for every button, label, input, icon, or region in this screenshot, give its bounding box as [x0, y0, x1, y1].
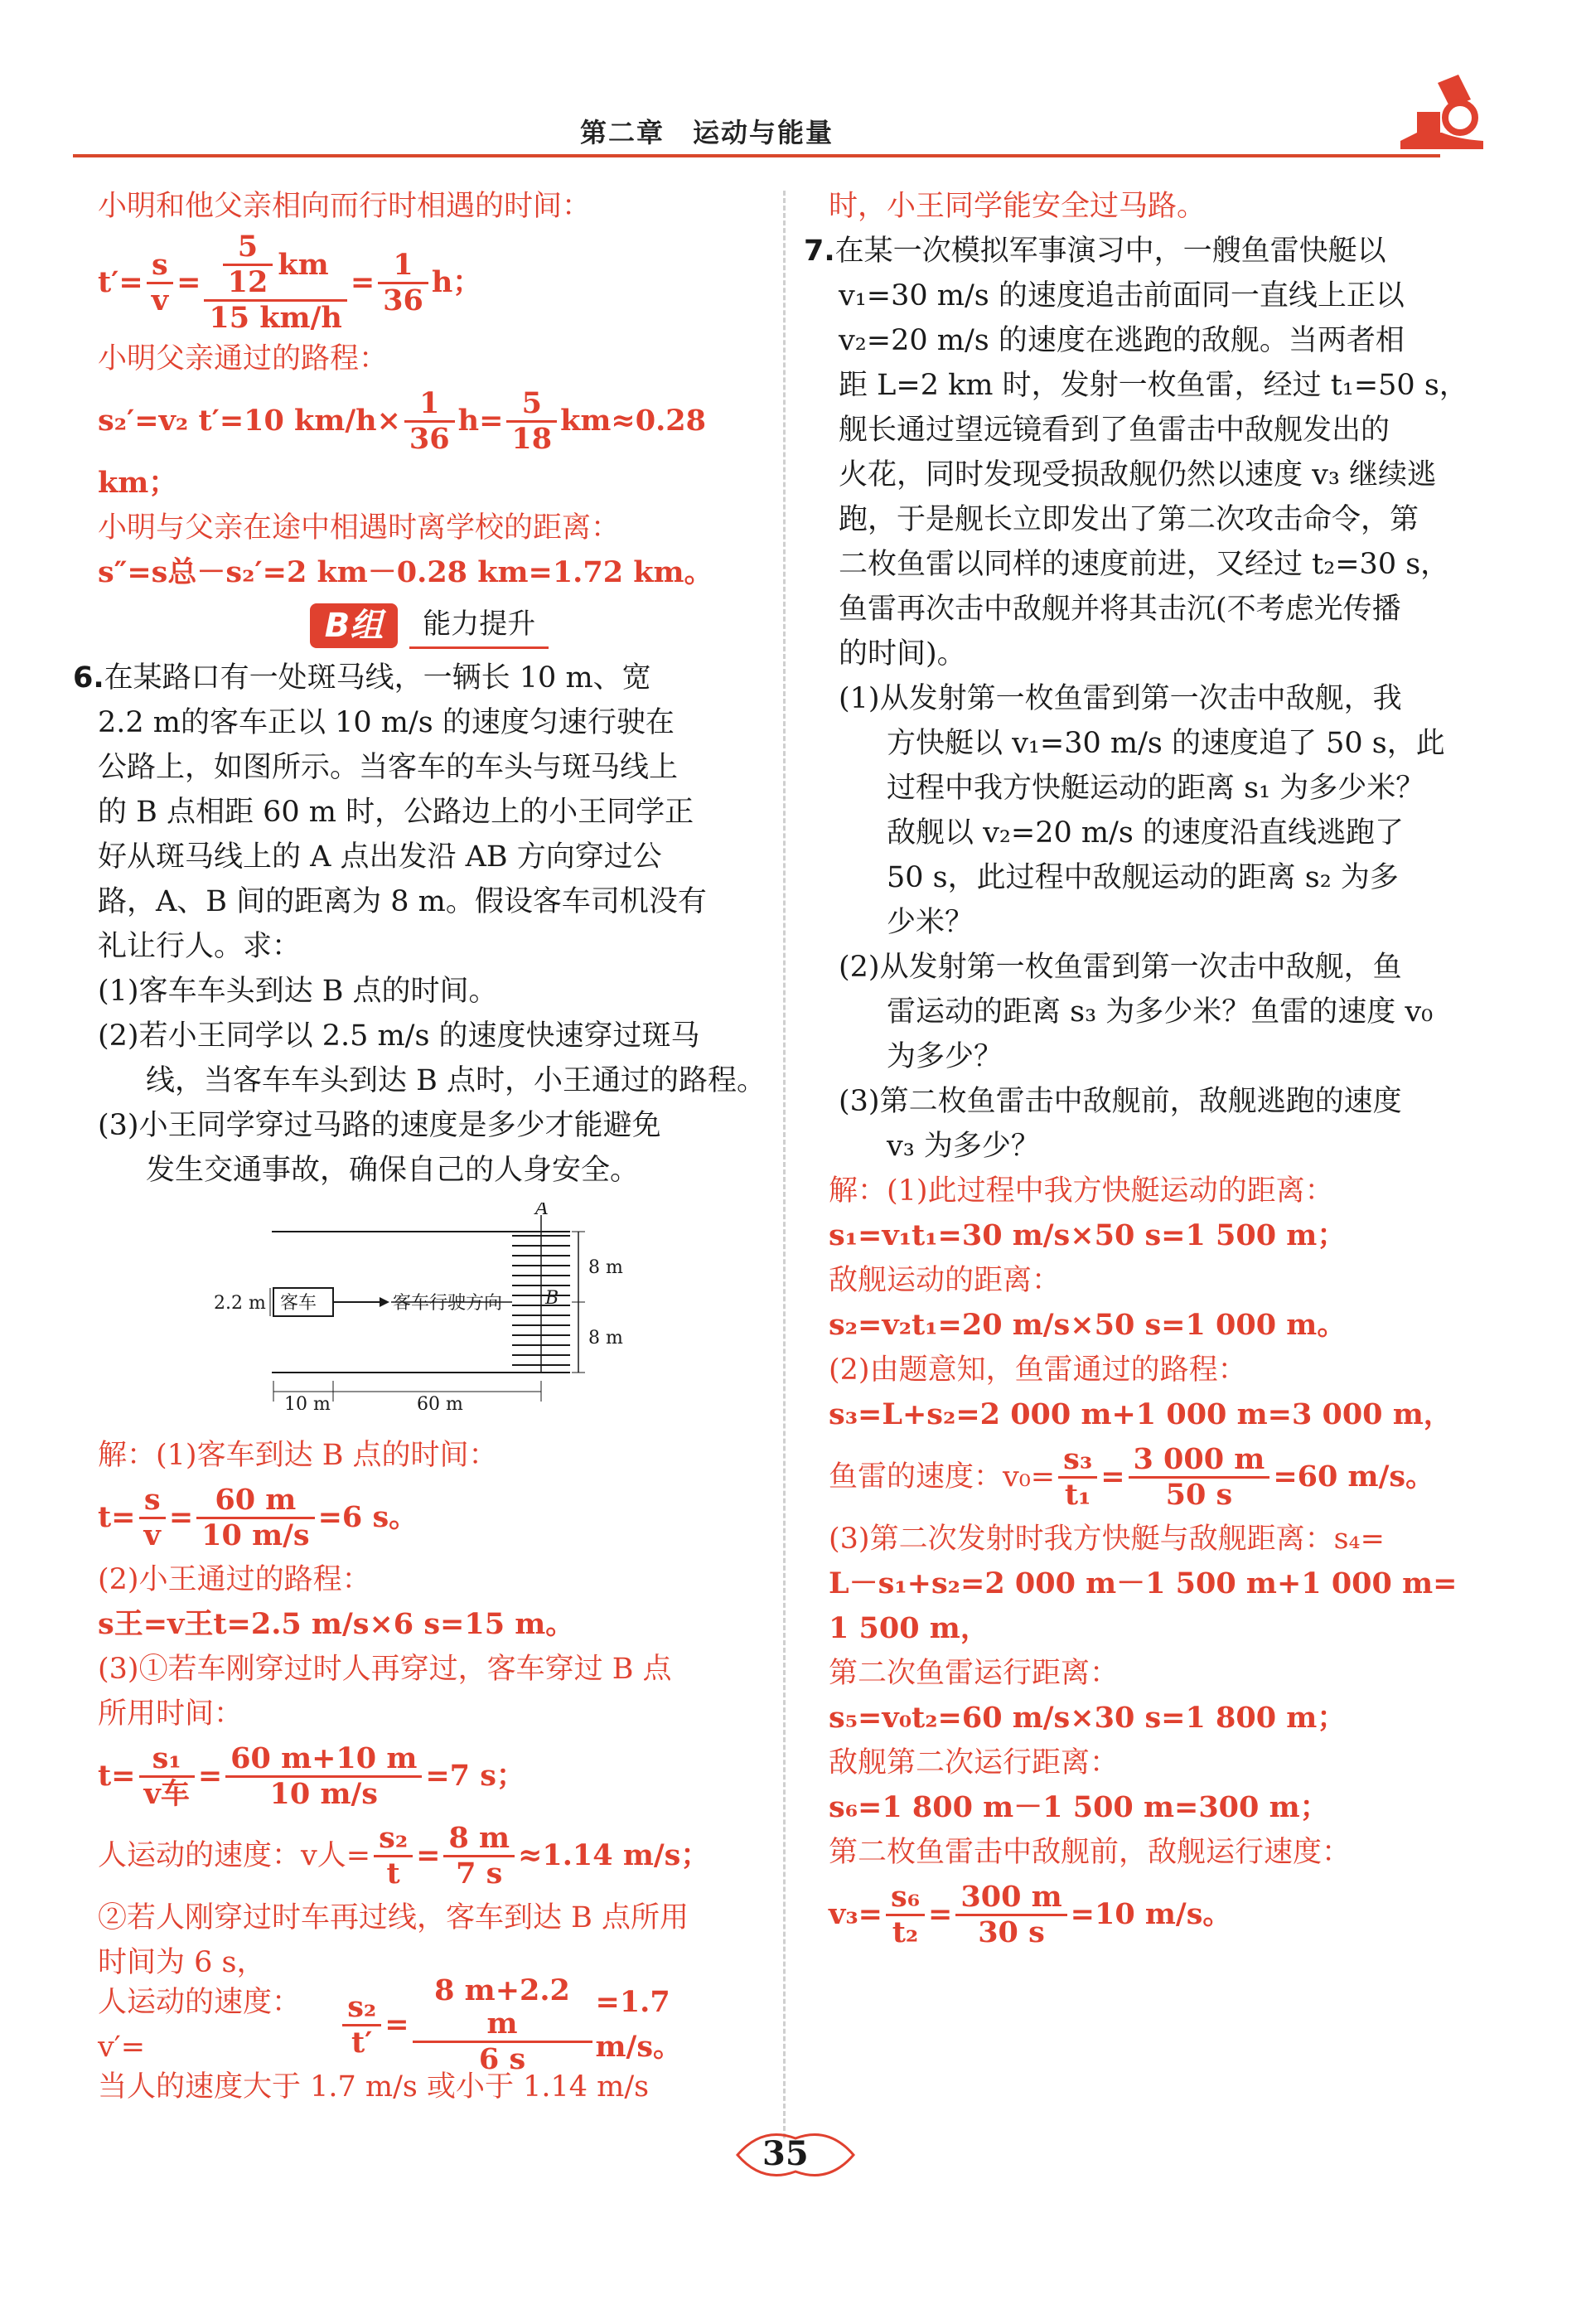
denominator: 36: [383, 283, 423, 317]
numerator: s: [139, 1484, 166, 1519]
formula-lhs: 鱼雷的速度：v₀=: [829, 1460, 1056, 1494]
solution-line: 当人的速度大于 1.7 m/s 或小于 1.14 m/s: [98, 2070, 650, 2104]
text-line: 小明父亲通过的路程：: [98, 342, 389, 375]
text-line: 鱼雷再次击中敌舰并将其击沉(不考虑光传播: [839, 593, 1401, 626]
denominator: t₁: [1064, 1477, 1091, 1512]
group-title: 能力提升: [409, 602, 549, 649]
inner-fraction: [223, 230, 273, 299]
fraction: [374, 1822, 413, 1891]
text-line: s″=s总－s₂′=2 km－0.28 km=1.72 km。: [98, 555, 713, 589]
text-line: 火花，同时发现受损敌舰仍然以速度 v₃ 继续逃: [839, 458, 1437, 491]
text-line: 距 L=2 km 时，发射一枚鱼雷，经过 t₁=50 s，: [839, 369, 1468, 402]
crosswalk-diagram: [214, 1203, 777, 1410]
denominator: v: [151, 283, 169, 317]
label-b: B: [545, 1288, 559, 1309]
label-10m: 10 m: [284, 1394, 331, 1410]
numerator: 5: [223, 230, 273, 266]
denominator: 50 s: [1165, 1477, 1233, 1512]
fraction: [506, 387, 557, 456]
denominator: 12: [227, 265, 268, 299]
sub-question: (3)第二枚鱼雷击中敌舰前，敌舰逃跑的速度: [839, 1085, 1402, 1118]
formula-tail: km≈0.28: [560, 404, 706, 438]
fraction: [378, 249, 428, 317]
text-line: 公路上，如图所示。当客车的车头与斑马线上: [98, 751, 679, 784]
text-line: 跑，于是舰长立即发出了第二次攻击命令，第: [839, 503, 1419, 536]
solution-line: (3)第二次发射时我方快艇与敌舰距离：s₄=: [829, 1523, 1385, 1556]
fraction: [413, 1974, 592, 2076]
fraction: [147, 249, 173, 317]
formula-mid: h=: [457, 404, 504, 438]
text-line: 舰长通过望远镜看到了鱼雷击中敌舰发出的: [839, 414, 1390, 447]
unit: h；: [431, 265, 482, 299]
solution-line: ②若人刚穿过时车再过线，客车到达 B 点所用: [98, 1901, 689, 1934]
text-line: 二枚鱼雷以同样的速度前进，又经过 t₂=30 s，: [839, 548, 1450, 581]
denominator: 10 m/s: [269, 1776, 378, 1811]
text-line: 路，A、B 间的距离为 8 m。假设客车司机没有: [98, 885, 707, 918]
text-line: km；: [98, 466, 178, 500]
solution-line: s₁=v₁t₁=30 m/s×50 s=1 500 m；: [829, 1218, 1347, 1252]
text-line: 的 B 点相距 60 m 时，公路边上的小王同学正: [98, 796, 694, 829]
label-8m-top: 8 m: [588, 1257, 623, 1278]
denominator: 10 m/s: [201, 1518, 310, 1552]
label-a: A: [535, 1203, 549, 1219]
solution-line: 1 500 m，: [829, 1611, 989, 1645]
text-line: 的时间)。: [839, 637, 966, 671]
sub-question: 雷运动的距离 s₃ 为多少米？鱼雷的速度 v₀: [887, 995, 1434, 1029]
label-60m: 60 m: [417, 1394, 463, 1410]
column-divider: [783, 191, 786, 2138]
microscope-logo-icon: [1392, 66, 1492, 157]
solution-line: 第二次鱼雷运行距离：: [829, 1657, 1120, 1690]
formula-tail: ≈1.14 m/s；: [518, 1838, 710, 1872]
sub-question: (3)小王同学穿过马路的速度是多少才能避免: [98, 1109, 661, 1142]
fraction: [443, 1822, 515, 1891]
left-column: [73, 184, 766, 2109]
formula-lhs: s₂′=v₂ t′=10 km/h×: [98, 404, 401, 438]
formula-tail: =6 s。: [317, 1500, 418, 1534]
solution-line: 所用时间：: [98, 1697, 244, 1731]
numerator: 8 m+2.2 m: [413, 1974, 592, 2043]
solution-line: s₆=1 800 m－1 500 m=300 m；: [829, 1790, 1329, 1824]
denominator: 6 s: [478, 2041, 526, 2076]
sub-question: (1)从发射第一枚鱼雷到第一次击中敌舰，我: [839, 682, 1402, 715]
denominator: t₂: [892, 1915, 919, 1949]
formula-tail: =10 m/s。: [1070, 1897, 1232, 1931]
question-6: [73, 656, 766, 1193]
fraction: [1058, 1443, 1097, 1512]
fraction: [204, 230, 346, 335]
solution-line: 敌舰第二次运行距离：: [829, 1746, 1120, 1779]
formula: 鱼雷的速度：v₀= $\frac{\text{s₃}}{\text{t₁}}$ = $\frac{3 000 m}{50 s}$ =60 m/s。: [829, 1441, 1435, 1512]
formula-tail: =1.7 m/s。: [595, 1985, 683, 2064]
solution-line: 解：(1)客车到达 B 点的时间：: [98, 1439, 498, 1472]
sub-question: 为多少？: [887, 1040, 1003, 1073]
text-line: v₁=30 m/s 的速度追击前面同一直线上正以: [839, 279, 1405, 312]
label-direction: 客车行驶方向: [393, 1293, 503, 1314]
formula: 人运动的速度：v人= $\frac{\text{s₂}}{t}$ = $\frac{8 m}{7 s}$ ≈1.14 m/s；: [98, 1820, 710, 1891]
formula-lhs: t=: [98, 1759, 136, 1793]
formula: v₃= $\frac{\text{s₆}}{\text{t₂}}$ = $\frac{300 m}{30 s}$ =10 m/s。: [829, 1879, 1232, 1949]
fraction: [139, 1742, 195, 1811]
numerator: 300 m: [955, 1881, 1066, 1916]
denominator: v车: [143, 1776, 190, 1811]
numerator: 5: [506, 387, 557, 423]
label-width: 2.2 m: [214, 1293, 266, 1314]
fraction: [955, 1881, 1066, 1949]
formula-lhs: t=: [98, 1500, 136, 1534]
sub-question: 敌舰以 v₂=20 m/s 的速度沿直线逃跑了: [887, 816, 1404, 850]
formula-t-prime: t′= $\frac{s}{v}$ = $\frac{5}{12}$ km 15 km/h = $\frac{1}{36}$ h；: [98, 230, 482, 335]
solution-line: 时，小王同学能安全过马路。: [829, 190, 1207, 223]
formula-tail: =60 m/s。: [1273, 1460, 1435, 1494]
sub-question: 50 s，此过程中敌舰运动的距离 s₂ 为多: [887, 861, 1399, 894]
text-line: 在某一次模拟军事演习中，一艘鱼雷快艇以: [834, 235, 1386, 268]
formula: t= $\frac{\text{s₁}}{\text{v车}}$ = $\frac{60 m+10 m}{10 m/s}$ =7 s；: [98, 1741, 525, 1811]
solution-line: 第二枚鱼雷击中敌舰前，敌舰运行速度：: [829, 1836, 1352, 1869]
numerator: 60 m: [196, 1484, 314, 1519]
numerator: s₃: [1058, 1443, 1097, 1479]
text-line: 礼让行人。求：: [98, 930, 302, 963]
chapter-header: 第二章 运动与能量: [580, 117, 834, 148]
header-rule: [73, 154, 1440, 157]
sub-question: (2)若小王同学以 2.5 m/s 的速度快速穿过斑马: [98, 1019, 700, 1053]
unit: km: [278, 247, 329, 282]
question-number: 7.: [804, 235, 835, 268]
solution-line: L－s₁+s₂=2 000 m－1 500 m+1 000 m=: [829, 1566, 1458, 1600]
sub-question: 方快艇以 v₁=30 m/s 的速度追了 50 s，此: [887, 727, 1445, 760]
text-line: 2.2 m的客车正以 10 m/s 的速度匀速行驶在: [98, 706, 675, 739]
formula-lhs: 人运动的速度：v人=: [98, 1839, 371, 1872]
question-7: [804, 229, 1508, 1169]
denominator: 36: [409, 421, 450, 456]
fraction: [342, 1991, 381, 2060]
group-badge: B组: [310, 603, 399, 648]
solution-line: (2)由题意知，鱼雷通过的路程：: [829, 1353, 1247, 1387]
sub-question: 过程中我方快艇运动的距离 s₁ 为多少米？: [887, 772, 1425, 805]
sub-question: 发生交通事故，确保自己的人身安全。: [146, 1154, 640, 1187]
formula-s2-prime: [98, 381, 761, 461]
right-column: [804, 184, 1508, 1954]
numerator: s: [147, 249, 173, 284]
label-car: 客车: [280, 1293, 317, 1314]
numerator: 3 000 m: [1129, 1443, 1270, 1479]
text-line: 小明和他父亲相向而行时相遇的时间：: [98, 190, 592, 223]
solution-line: 解：(1)此过程中我方快艇运动的距离：: [829, 1174, 1334, 1208]
denominator: 7 s: [456, 1856, 503, 1891]
formula-lhs: 人运动的速度：v′=: [98, 1986, 302, 2064]
group-b-heading: [98, 602, 761, 649]
solution-line: 时间为 6 s，: [98, 1946, 266, 1979]
formula: t= $\frac{s}{v}$ = $\frac{60 m}{10 m/s}$ =6 s。: [98, 1482, 418, 1552]
solution-line: s₂=v₂t₁=20 m/s×50 s=1 000 m。: [829, 1308, 1347, 1342]
numerator: 60 m+10 m: [225, 1742, 422, 1778]
fraction: [225, 1742, 422, 1811]
denominator: 18: [511, 421, 553, 456]
denominator: 30 s: [978, 1915, 1045, 1949]
denominator: t′: [351, 2025, 373, 2060]
text-line: 小明与父亲在途中相遇时离学校的距离：: [98, 511, 621, 545]
numerator: 8 m: [443, 1822, 515, 1857]
solution-line: s₅=v₀t₂=60 m/s×30 s=1 800 m；: [829, 1701, 1347, 1735]
numerator: s₁: [139, 1742, 195, 1778]
denominator: 15 km/h: [209, 301, 342, 335]
formula: 人运动的速度：v′= $\frac{\text{s₂}}{t'}$ = $\frac{8 m+2.2 m}{6 s}$ =1.7 m/s。: [98, 1985, 761, 2065]
numerator: 1: [404, 387, 455, 423]
fraction: [1129, 1443, 1270, 1512]
fraction: [139, 1484, 166, 1552]
sub-question: v₃ 为多少？: [887, 1130, 1040, 1163]
solution-line: 敌舰运动的距离：: [829, 1264, 1061, 1297]
fraction: [196, 1484, 314, 1552]
numerator: s₂: [374, 1822, 413, 1857]
fraction: [404, 387, 455, 456]
text-line: v₂=20 m/s 的速度在逃跑的敌舰。当两者相: [839, 324, 1405, 357]
denominator: v: [143, 1518, 161, 1552]
sub-question: (2)从发射第一枚鱼雷到第一次击中敌舰，鱼: [839, 951, 1402, 984]
page-number: 35: [762, 2134, 809, 2173]
solution-line: s₃=L+s₂=2 000 m+1 000 m=3 000 m，: [829, 1397, 1453, 1431]
denominator: t: [386, 1856, 400, 1891]
label-8m-bottom: 8 m: [588, 1328, 623, 1348]
solution-line: s王=v王t=2.5 m/s×6 s=15 m。: [98, 1607, 575, 1641]
question-number: 6.: [73, 661, 104, 695]
text-line: 在某路口有一处斑马线，一辆长 10 m、宽: [104, 661, 651, 695]
fraction: [886, 1881, 925, 1949]
numerator: s₆: [886, 1881, 925, 1916]
sub-question: 线，当客车车头到达 B 点时，小王通过的路程。: [146, 1064, 766, 1097]
sub-question: 少米？: [887, 906, 974, 939]
numerator: [204, 230, 346, 302]
text-line: 好从斑马线上的 A 点出发沿 AB 方向穿过公: [98, 840, 662, 874]
formula-tail: =7 s；: [425, 1759, 525, 1793]
numerator: s₂: [342, 1991, 381, 2026]
solution-line: (2)小王通过的路程：: [98, 1563, 371, 1596]
formula-lhs: t′=: [98, 265, 143, 299]
formula-lhs: v₃=: [829, 1897, 883, 1931]
sub-question: (1)客车车头到达 B 点的时间。: [98, 975, 498, 1008]
numerator: 1: [378, 249, 428, 284]
solution-line: (3)①若车刚穿过时人再穿过，客车穿过 B 点: [98, 1653, 672, 1686]
